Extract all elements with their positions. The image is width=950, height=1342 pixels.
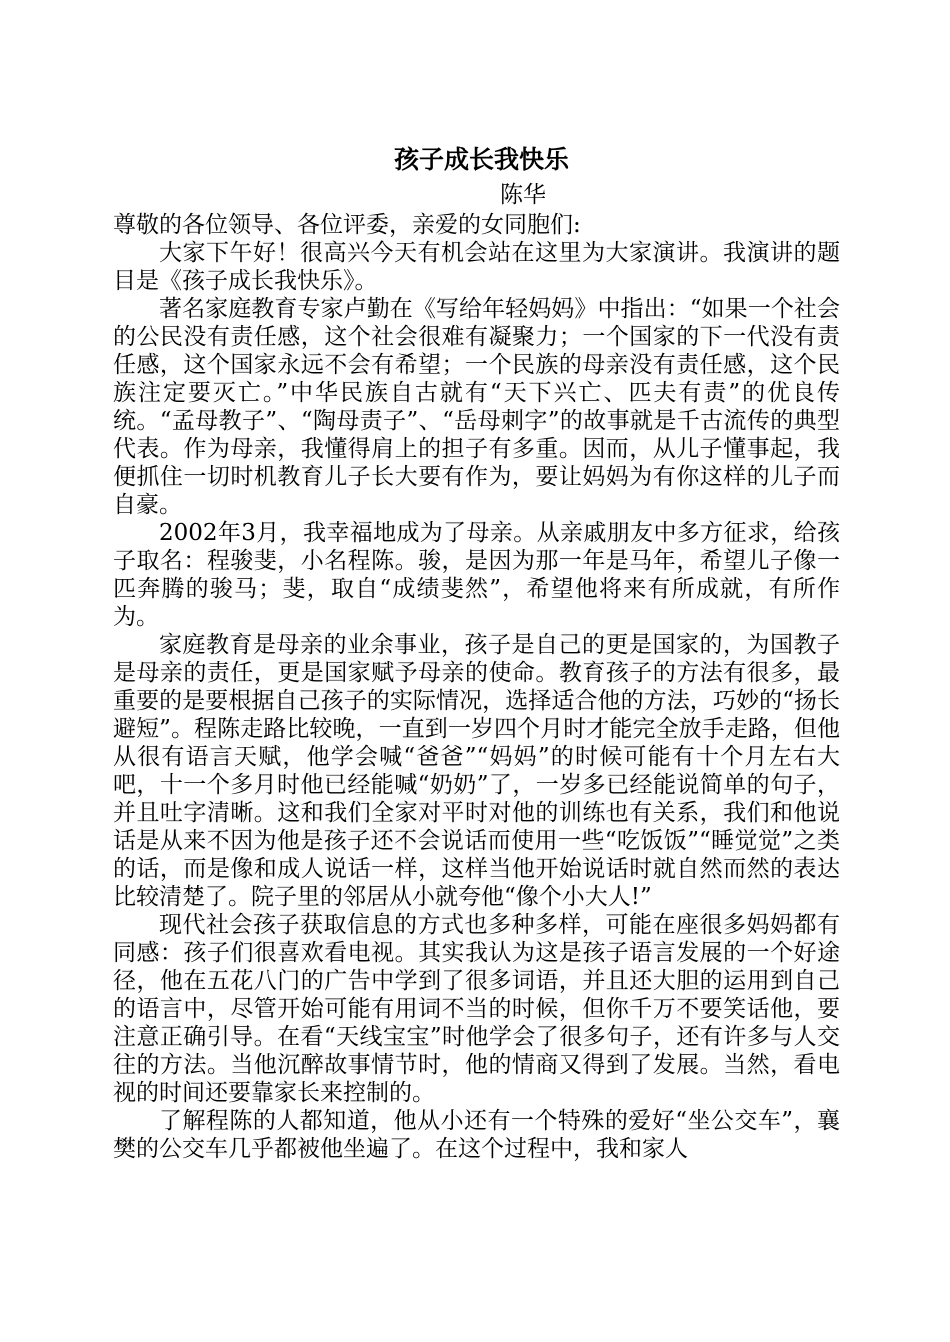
paragraph-responsibility: 著名家庭教育专家卢勤在《写给年轻妈妈》中指出：“如果一个社会的公民没有责任感，这个社会很难有凝聚力；一个国家的下一代没有责任感，这个国家永远不会有希望；一个民族的母亲没有责任感，这个民族注定要灭亡。”中华民族自古就有“天下兴亡、匹夫有责”的优良传统。“孟母教子”、“陶母责子”、“岳母刺字”的故事就是千古流传的典型代表。作为母亲，我懂得肩上的担子有多重。因而，从儿子懂事起，我便抓住一切时机教育儿子长大要有作为，要让妈妈为有你这样的儿子而自豪。 — [113, 296, 840, 518]
author-name: 陈华 — [500, 182, 546, 208]
paragraph-television: 现代社会孩子获取信息的方式也多种多样，可能在座很多妈妈都有同感：孩子们很喜欢看电视。其实我认为这是孩子语言发展的一个好途径，他在五花八门的广告中学到了很多词语，并且还大胆的运用到自己的语言中，尽管开始可能有用词不当的时候，但你千万不要笑话他，要注意正确引导。在看“天线宝宝”时他学会了很多句子，还有许多与人交往的方法。当他沉醉故事情节时，他的情商又得到了发展。当然，看电视的时间还要靠家长来控制的。 — [113, 912, 840, 1106]
document-body — [113, 140, 840, 1163]
paragraph-naming: 2002年3月，我幸福地成为了母亲。从亲戚朋友中多方征求，给孩子取名：程骏斐，小名程陈。骏，是因为那一年是马年，希望儿子像一匹奔腾的骏马；斐，取自“成绩斐然”，希望他将来有所成就，有所作为。 — [113, 520, 840, 630]
paragraph-greeting: 大家下午好！很高兴今天有机会站在这里为大家演讲。我演讲的题目是《孩子成长我快乐》。 — [113, 240, 840, 294]
paragraph-bus-hobby: 了解程陈的人都知道，他从小还有一个特殊的爱好“坐公交车”，襄樊的公交车几乎都被他坐遍了。在这个过程中，我和家人 — [113, 1108, 840, 1162]
paragraph-family-education: 家庭教育是母亲的业余事业，孩子是自己的更是国家的，为国教子是母亲的责任，更是国家赋予母亲的使命。教育孩子的方法有很多，最重要的是要根据自己孩子的实际情况，选择适合他的方法，巧妙的“扬长避短”。程陈走路比较晚，一直到一岁四个月时才能完全放手走路，但他从很有语言天赋，他学会喊“爸爸”“妈妈”的时候可能有十个月左右大吧，十一个多月时他已经能喊“奶奶”了，一岁多已经能说简单的句子，并且吐字清晰。这和我们全家对平时对他的训练也有关系，我们和他说话是从来不因为他是孩子还不会说话而使用一些“吃饭饭”“睡觉觉”之类的话，而是像和成人说话一样，这样当他开始说话时就自然而然的表达比较清楚了。院子里的邻居从小就夸他“像个小大人!” — [113, 632, 840, 910]
document-title: 孩子成长我快乐 — [393, 145, 569, 174]
salutation: 尊敬的各位领导、各位评委，亲爱的女同胞们: — [113, 212, 581, 238]
